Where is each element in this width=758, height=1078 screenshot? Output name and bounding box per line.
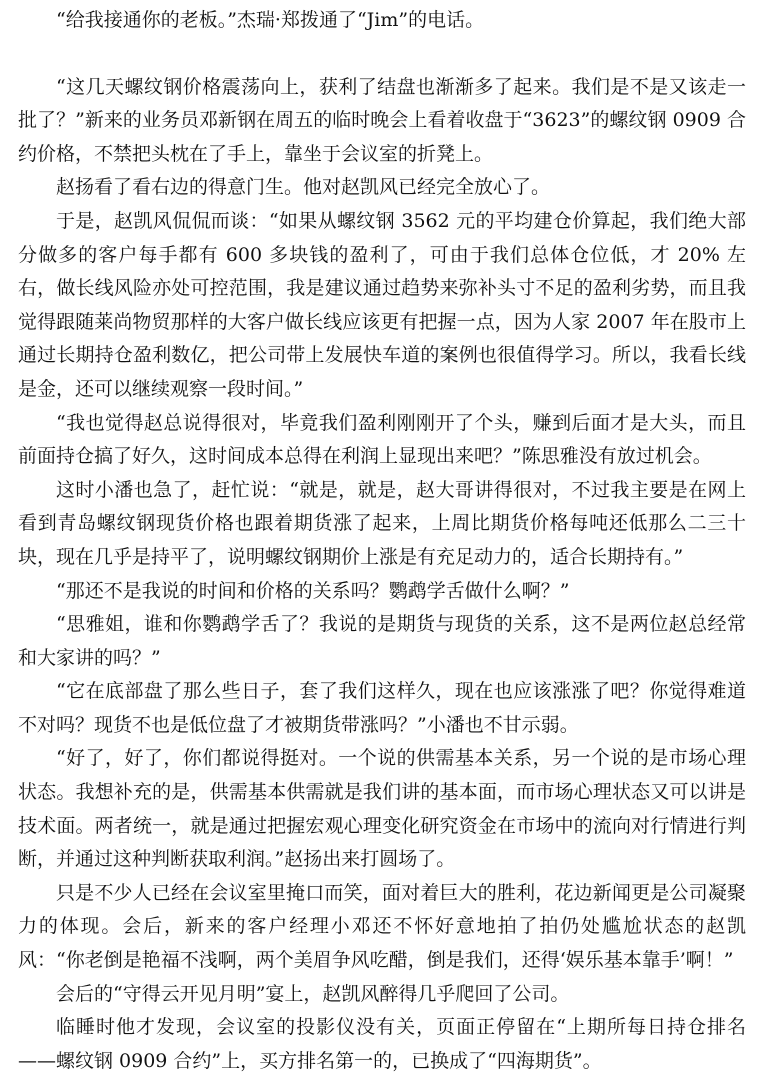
paragraph-9: “它在底部盘了那么些日子，套了我们这样久，现在也应该涨涨了吧？你觉得难道不对吗？现货不也是低位盘了才被期货带涨吗？”小潘也不甘示弱。 <box>18 680 746 736</box>
paragraph-6: 这时小潘也急了，赶忙说：“就是，就是，赵大哥讲得很对，不过我主要是在网上看到青岛螺纹钢现货价格也跟着期货涨了起来，上周比期货价格每吨还低那么二三十块，现在几乎是持平了，说明螺纹钢期价上涨是有充足动力的，适合长期持有。” <box>18 478 746 568</box>
paragraph-10: “好了，好了，你们都说得挺对。一个说的供需基本关系，另一个说的是市场心理状态。我想补充的是，供需基本供需就是我们讲的基本面，而市场心理状态又可以讲是技术面。两者统一，就是通过把握宏观心理变化研究资金在市场中的流向对行情进行判断，并通过这种判断获取利润。”赵扬出来打圆场了。 <box>18 747 746 871</box>
paragraph-12: 会后的“守得云开见月明”宴上，赵凯风醉得几乎爬回了公司。 <box>56 982 570 1005</box>
paragraph-8: “思雅姐，谁和你鹦鹉学舌了？我说的是期货与现货的关系，这不是两位赵总经常和大家讲的吗？” <box>18 613 746 669</box>
paragraph-5: “我也觉得赵总说得很对，毕竟我们盈利刚刚开了个头，赚到后面才是大头，而且前面持仓搞了好久，这时间成本总得在利润上显现出来吧？”陈思雅没有放过机会。 <box>18 411 746 468</box>
paragraph-1: “给我接通你的老板。”杰瑞·郑拨通了“Jim”的电话。 <box>56 9 485 31</box>
paragraph-3: 赵扬看了看右边的得意门生。他对赵凯风已经完全放心了。 <box>56 176 551 199</box>
paragraph-11: 只是不少人已经在会议室里掩口而笑，面对着巨大的胜利，花边新闻更是公司凝聚力的体现。会后，新来的客户经理小邓还不怀好意地拍了拍仍处尴尬状态的赵凯风：“你老倒是艳福不浅啊，两个美眉争风吃醋，倒是我们，还得‘娱乐基本靠手’啊！” <box>18 881 746 972</box>
paragraph-2: “这几天螺纹钢价格震荡向上，获利了结盘也渐渐多了起来。我们是不是又该走一批了？”新来的业务员邓新钢在周五的临时晚会上看着收盘于“3623”的螺纹钢 0909 合约价格，不禁把头枕在了手上，靠坐于会议室的折凳上。 <box>18 75 746 165</box>
paragraph-4: 于是，赵凯风侃侃而谈：“如果从螺纹钢 3562 元的平均建仓价算起，我们绝大部分做多的客户每手都有 600 多块钱的盈利了，可由于我们总体仓位低，才 20% 左右，做长线风险亦处可控范围，我是建议通过趋势来弥补头寸不足的盈利劣势，而且我觉得跟随莱尚物贸那样的大客户做长线应该更有把握一点，因为人家 2007 年在股市上通过长期持仓盈利数亿，把公司带上发展快车道的案例也很值得学习。所以，我看长线是金，还可以继续观察一段时间。” <box>18 209 746 400</box>
paragraph-7: “那还不是我说的时间和价格的关系吗？鹦鹉学舌做什么啊？” <box>56 579 570 602</box>
paragraph-13: 临睡时他才发现，会议室的投影仪没有关，页面正停留在“上期所每日持仓排名——螺纹钢 0909 合约”上，买方排名第一的，已换成了“四海期货”。 <box>18 1016 746 1072</box>
